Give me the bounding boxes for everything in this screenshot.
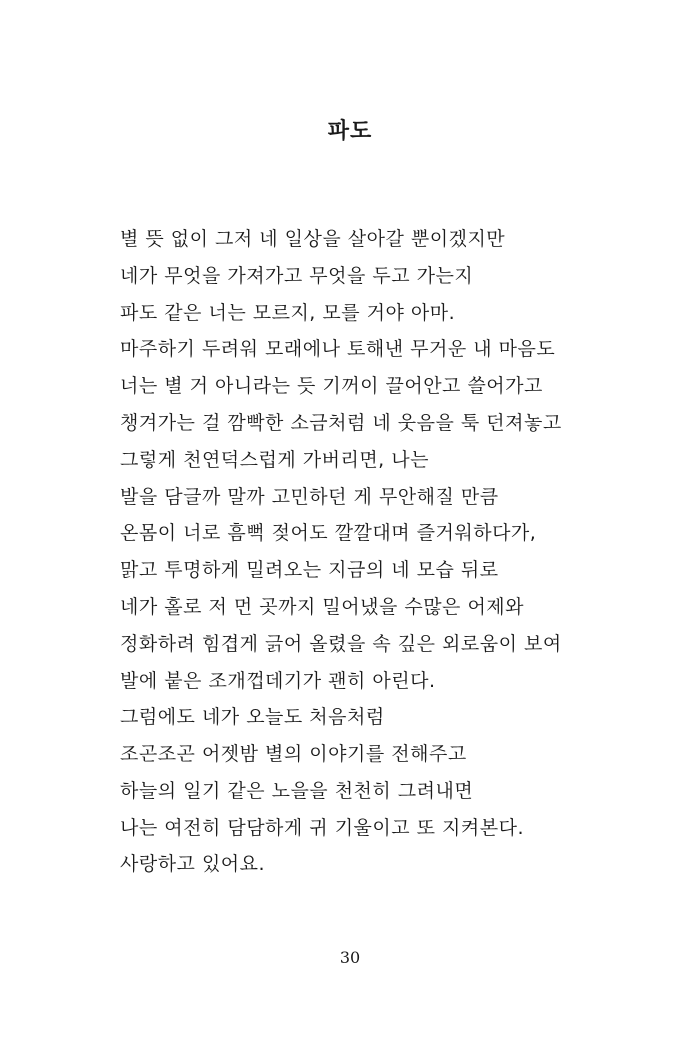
poem-line: 네가 홀로 저 먼 곳까지 밀어냈을 수많은 어제와 xyxy=(120,595,525,618)
poem-line: 사랑하고 있어요. xyxy=(120,853,266,875)
poem-line: 맑고 투명하게 밀려오는 지금의 네 모습 뒤로 xyxy=(120,559,499,582)
poem-title: 파도 xyxy=(327,119,373,144)
poem-line: 발에 붙은 조개껍데기가 괜히 아린다. xyxy=(120,669,436,692)
poem-line: 너는 별 거 아니라는 듯 기꺼이 끌어안고 쓸어가고 xyxy=(120,375,543,398)
poem-line: 나는 여전히 담담하게 귀 기울이고 또 지켜본다. xyxy=(120,816,525,839)
poem-line: 발을 담글까 말까 고민하던 게 무안해질 만큼 xyxy=(120,485,499,508)
poem-line: 그럼에도 네가 오늘도 처음처럼 xyxy=(120,706,385,729)
poem-line: 챙겨가는 걸 깜빡한 소금처럼 네 웃음을 툭 던져놓고 xyxy=(120,411,562,434)
poem-line: 네가 무엇을 가져가고 무엇을 두고 가는지 xyxy=(120,264,474,287)
poem-line: 마주하기 두려워 모래에나 토해낸 무거운 내 마음도 xyxy=(120,338,556,361)
poem-line: 조곤조곤 어젯밤 별의 이야기를 전해주고 xyxy=(120,743,467,766)
poem-line: 정화하려 힘겹게 긁어 올렸을 속 깊은 외로움이 보여 xyxy=(120,632,562,655)
poem-stanza-1 xyxy=(120,221,680,847)
poem-line: 별 뜻 없이 그저 네 일상을 살아갈 뿐이겠지만 xyxy=(120,228,506,250)
poem-stanza-2 xyxy=(120,846,680,883)
page-number: 30 xyxy=(339,948,361,967)
poem-line: 그렇게 천연덕스럽게 가버리면, 나는 xyxy=(120,448,429,471)
poem-line: 파도 같은 너는 모르지, 모를 거야 아마. xyxy=(120,301,456,324)
poem-line: 온몸이 너로 흠뻑 젖어도 깔깔대며 즐거워하다가, xyxy=(120,522,537,545)
poem-line: 하늘의 일기 같은 노을을 천천히 그려내면 xyxy=(120,779,474,802)
